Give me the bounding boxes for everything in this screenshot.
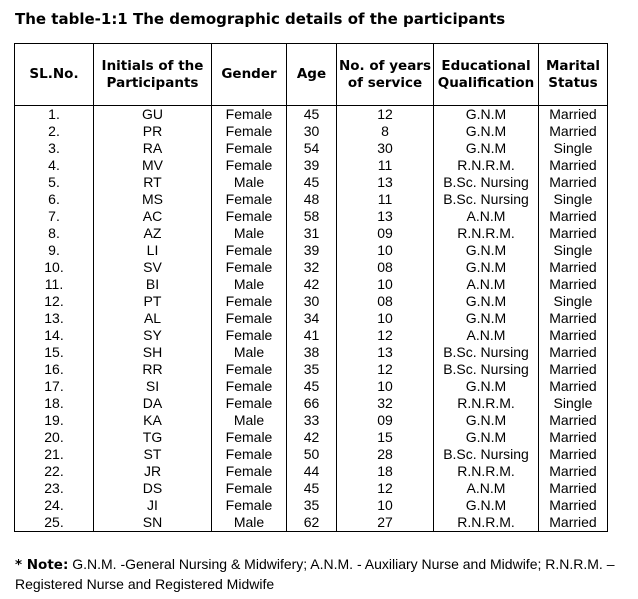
- cell-years-of-service: 13: [337, 174, 434, 191]
- header-row: [15, 44, 608, 106]
- cell-age: 39: [287, 157, 337, 174]
- cell-marital-status: Married: [539, 208, 608, 225]
- table-row: [15, 123, 608, 140]
- table-row: [15, 463, 608, 480]
- cell-gender: Male: [212, 514, 287, 532]
- cell-gender: Female: [212, 106, 287, 124]
- cell-gender: Male: [212, 276, 287, 293]
- table-row: [15, 310, 608, 327]
- cell-qualification: G.N.M: [434, 412, 539, 429]
- cell-age: 33: [287, 412, 337, 429]
- cell-initials: JR: [94, 463, 212, 480]
- cell-gender: Female: [212, 463, 287, 480]
- note-text: G.N.M. -General Nursing & Midwifery; A.N.M. - Auxiliary Nurse and Midwife; R.N.R.M. –Registered Nurse and Registered Midwife: [15, 556, 615, 592]
- cell-sl-no: 5.: [15, 174, 94, 191]
- cell-marital-status: Married: [539, 429, 608, 446]
- cell-initials: AC: [94, 208, 212, 225]
- cell-marital-status: Married: [539, 463, 608, 480]
- cell-qualification: G.N.M: [434, 378, 539, 395]
- cell-initials: LI: [94, 242, 212, 259]
- cell-initials: RT: [94, 174, 212, 191]
- cell-sl-no: 7.: [15, 208, 94, 225]
- cell-marital-status: Married: [539, 157, 608, 174]
- cell-sl-no: 24.: [15, 497, 94, 514]
- cell-years-of-service: 10: [337, 242, 434, 259]
- cell-marital-status: Single: [539, 395, 608, 412]
- cell-marital-status: Married: [539, 412, 608, 429]
- cell-initials: DS: [94, 480, 212, 497]
- table-body: [15, 106, 608, 532]
- cell-gender: Female: [212, 497, 287, 514]
- table-row: [15, 378, 608, 395]
- table-row: [15, 276, 608, 293]
- cell-age: 31: [287, 225, 337, 242]
- cell-qualification: G.N.M: [434, 140, 539, 157]
- cell-initials: PR: [94, 123, 212, 140]
- cell-age: 54: [287, 140, 337, 157]
- cell-sl-no: 2.: [15, 123, 94, 140]
- cell-gender: Female: [212, 446, 287, 463]
- cell-marital-status: Single: [539, 293, 608, 310]
- cell-sl-no: 11.: [15, 276, 94, 293]
- cell-age: 30: [287, 123, 337, 140]
- cell-qualification: B.Sc. Nursing: [434, 174, 539, 191]
- cell-qualification: G.N.M: [434, 497, 539, 514]
- cell-sl-no: 1.: [15, 106, 94, 124]
- cell-marital-status: Single: [539, 242, 608, 259]
- cell-initials: AZ: [94, 225, 212, 242]
- table-row: [15, 361, 608, 378]
- cell-qualification: G.N.M: [434, 106, 539, 124]
- cell-initials: DA: [94, 395, 212, 412]
- table-row: [15, 140, 608, 157]
- cell-sl-no: 6.: [15, 191, 94, 208]
- cell-qualification: G.N.M: [434, 293, 539, 310]
- cell-years-of-service: 30: [337, 140, 434, 157]
- header-initials: Initials of the Participants: [94, 44, 212, 106]
- cell-sl-no: 13.: [15, 310, 94, 327]
- header-age: Age: [287, 44, 337, 106]
- cell-gender: Male: [212, 225, 287, 242]
- table-row: [15, 395, 608, 412]
- cell-marital-status: Married: [539, 344, 608, 361]
- cell-marital-status: Married: [539, 497, 608, 514]
- table-row: [15, 242, 608, 259]
- cell-age: 50: [287, 446, 337, 463]
- cell-years-of-service: 13: [337, 344, 434, 361]
- cell-age: 66: [287, 395, 337, 412]
- cell-initials: AL: [94, 310, 212, 327]
- cell-age: 34: [287, 310, 337, 327]
- cell-qualification: A.N.M: [434, 480, 539, 497]
- cell-sl-no: 12.: [15, 293, 94, 310]
- cell-gender: Female: [212, 123, 287, 140]
- cell-qualification: G.N.M: [434, 123, 539, 140]
- cell-initials: SI: [94, 378, 212, 395]
- cell-years-of-service: 12: [337, 361, 434, 378]
- cell-initials: BI: [94, 276, 212, 293]
- cell-qualification: B.Sc. Nursing: [434, 191, 539, 208]
- cell-marital-status: Single: [539, 140, 608, 157]
- cell-gender: Female: [212, 480, 287, 497]
- cell-age: 39: [287, 242, 337, 259]
- cell-age: 58: [287, 208, 337, 225]
- cell-gender: Female: [212, 361, 287, 378]
- cell-years-of-service: 11: [337, 157, 434, 174]
- cell-years-of-service: 10: [337, 497, 434, 514]
- cell-marital-status: Married: [539, 327, 608, 344]
- cell-sl-no: 20.: [15, 429, 94, 446]
- cell-sl-no: 18.: [15, 395, 94, 412]
- cell-age: 62: [287, 514, 337, 532]
- cell-years-of-service: 32: [337, 395, 434, 412]
- cell-initials: PT: [94, 293, 212, 310]
- cell-years-of-service: 12: [337, 480, 434, 497]
- cell-age: 38: [287, 344, 337, 361]
- cell-gender: Female: [212, 293, 287, 310]
- table-row: [15, 412, 608, 429]
- cell-gender: Female: [212, 310, 287, 327]
- cell-sl-no: 22.: [15, 463, 94, 480]
- cell-initials: SN: [94, 514, 212, 532]
- cell-marital-status: Married: [539, 310, 608, 327]
- cell-age: 45: [287, 378, 337, 395]
- cell-qualification: B.Sc. Nursing: [434, 361, 539, 378]
- cell-qualification: R.N.R.M.: [434, 463, 539, 480]
- cell-qualification: G.N.M: [434, 259, 539, 276]
- cell-sl-no: 9.: [15, 242, 94, 259]
- cell-age: 48: [287, 191, 337, 208]
- cell-gender: Female: [212, 378, 287, 395]
- cell-gender: Female: [212, 242, 287, 259]
- cell-years-of-service: 10: [337, 276, 434, 293]
- header-marital-status: Marital Status: [539, 44, 608, 106]
- cell-years-of-service: 09: [337, 412, 434, 429]
- cell-marital-status: Married: [539, 446, 608, 463]
- cell-sl-no: 15.: [15, 344, 94, 361]
- cell-age: 35: [287, 361, 337, 378]
- table-row: [15, 225, 608, 242]
- cell-initials: SV: [94, 259, 212, 276]
- header-sl-no: SL.No.: [15, 44, 94, 106]
- cell-gender: Female: [212, 395, 287, 412]
- cell-years-of-service: 10: [337, 310, 434, 327]
- table-note: [15, 555, 627, 594]
- cell-years-of-service: 08: [337, 293, 434, 310]
- cell-initials: ST: [94, 446, 212, 463]
- cell-marital-status: Married: [539, 259, 608, 276]
- cell-sl-no: 19.: [15, 412, 94, 429]
- demographics-table: [14, 43, 608, 532]
- cell-marital-status: Married: [539, 514, 608, 532]
- cell-years-of-service: 28: [337, 446, 434, 463]
- table-row: [15, 344, 608, 361]
- table-row: [15, 446, 608, 463]
- cell-gender: Male: [212, 412, 287, 429]
- cell-sl-no: 4.: [15, 157, 94, 174]
- cell-qualification: A.N.M: [434, 276, 539, 293]
- header-gender: Gender: [212, 44, 287, 106]
- cell-initials: KA: [94, 412, 212, 429]
- cell-sl-no: 21.: [15, 446, 94, 463]
- cell-gender: Female: [212, 140, 287, 157]
- cell-qualification: A.N.M: [434, 208, 539, 225]
- cell-marital-status: Married: [539, 225, 608, 242]
- cell-initials: SY: [94, 327, 212, 344]
- cell-initials: MV: [94, 157, 212, 174]
- cell-years-of-service: 11: [337, 191, 434, 208]
- table-row: [15, 514, 608, 532]
- header-educational-qualification: Educational Qualification: [434, 44, 539, 106]
- cell-sl-no: 14.: [15, 327, 94, 344]
- cell-initials: JI: [94, 497, 212, 514]
- cell-gender: Female: [212, 327, 287, 344]
- cell-initials: MS: [94, 191, 212, 208]
- cell-initials: RR: [94, 361, 212, 378]
- cell-qualification: G.N.M: [434, 310, 539, 327]
- cell-initials: GU: [94, 106, 212, 124]
- cell-years-of-service: 13: [337, 208, 434, 225]
- cell-sl-no: 16.: [15, 361, 94, 378]
- cell-age: 42: [287, 429, 337, 446]
- cell-years-of-service: 12: [337, 106, 434, 124]
- cell-qualification: R.N.R.M.: [434, 514, 539, 532]
- cell-marital-status: Married: [539, 174, 608, 191]
- cell-qualification: R.N.R.M.: [434, 395, 539, 412]
- cell-qualification: G.N.M: [434, 429, 539, 446]
- cell-years-of-service: 12: [337, 327, 434, 344]
- table-row: [15, 480, 608, 497]
- cell-age: 42: [287, 276, 337, 293]
- cell-initials: TG: [94, 429, 212, 446]
- cell-qualification: A.N.M: [434, 327, 539, 344]
- table-row: [15, 106, 608, 124]
- cell-marital-status: Married: [539, 378, 608, 395]
- table-row: [15, 293, 608, 310]
- cell-years-of-service: 27: [337, 514, 434, 532]
- table-row: [15, 191, 608, 208]
- table-row: [15, 497, 608, 514]
- cell-sl-no: 10.: [15, 259, 94, 276]
- cell-initials: RA: [94, 140, 212, 157]
- cell-age: 32: [287, 259, 337, 276]
- cell-gender: Female: [212, 259, 287, 276]
- cell-age: 30: [287, 293, 337, 310]
- cell-age: 41: [287, 327, 337, 344]
- header-years-of-service: No. of years of service: [337, 44, 434, 106]
- cell-qualification: B.Sc. Nursing: [434, 446, 539, 463]
- table-row: [15, 429, 608, 446]
- table-row: [15, 174, 608, 191]
- cell-sl-no: 8.: [15, 225, 94, 242]
- cell-initials: SH: [94, 344, 212, 361]
- table-row: [15, 208, 608, 225]
- cell-age: 35: [287, 497, 337, 514]
- table-row: [15, 327, 608, 344]
- cell-gender: Male: [212, 174, 287, 191]
- cell-qualification: B.Sc. Nursing: [434, 344, 539, 361]
- cell-sl-no: 17.: [15, 378, 94, 395]
- cell-qualification: G.N.M: [434, 242, 539, 259]
- cell-marital-status: Married: [539, 361, 608, 378]
- cell-age: 45: [287, 480, 337, 497]
- table-row: [15, 157, 608, 174]
- cell-marital-status: Married: [539, 480, 608, 497]
- cell-age: 45: [287, 174, 337, 191]
- cell-age: 45: [287, 106, 337, 124]
- cell-gender: Female: [212, 191, 287, 208]
- cell-sl-no: 3.: [15, 140, 94, 157]
- cell-marital-status: Married: [539, 106, 608, 124]
- cell-age: 44: [287, 463, 337, 480]
- cell-sl-no: 25.: [15, 514, 94, 532]
- cell-years-of-service: 09: [337, 225, 434, 242]
- cell-marital-status: Single: [539, 191, 608, 208]
- cell-marital-status: Married: [539, 123, 608, 140]
- cell-years-of-service: 15: [337, 429, 434, 446]
- table-title: The table-1:1 The demographic details of the participants: [15, 10, 506, 28]
- cell-gender: Female: [212, 157, 287, 174]
- table-row: [15, 259, 608, 276]
- cell-years-of-service: 08: [337, 259, 434, 276]
- cell-years-of-service: 10: [337, 378, 434, 395]
- note-label: * Note:: [15, 557, 69, 573]
- cell-gender: Female: [212, 429, 287, 446]
- cell-qualification: R.N.R.M.: [434, 157, 539, 174]
- cell-sl-no: 23.: [15, 480, 94, 497]
- cell-years-of-service: 8: [337, 123, 434, 140]
- cell-qualification: R.N.R.M.: [434, 225, 539, 242]
- cell-marital-status: Married: [539, 276, 608, 293]
- cell-years-of-service: 18: [337, 463, 434, 480]
- cell-gender: Male: [212, 344, 287, 361]
- cell-gender: Female: [212, 208, 287, 225]
